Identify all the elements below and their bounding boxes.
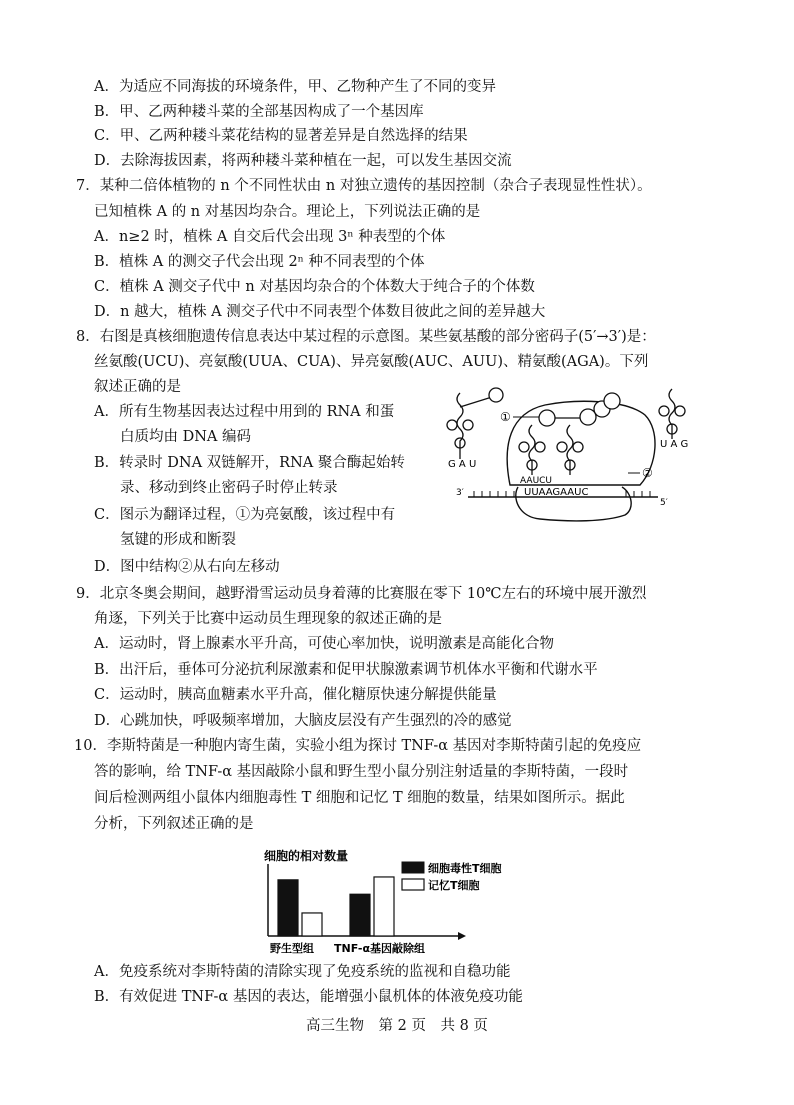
q8-option-a-line1: A．所有生物基因表达过程中用到的 RNA 和蛋 <box>94 404 395 420</box>
q7-option-b: B．植株 A 的测交子代会出现 2ⁿ 种不同表型的个体 <box>94 254 425 270</box>
amino-acid-circle <box>580 409 596 425</box>
label-1: ① <box>500 410 511 424</box>
q9-stem-line1: 9．北京冬奥会期间，越野滑雪运动员身着薄的比赛服在零下 10℃左右的环境中展开激烈 <box>76 586 647 602</box>
q10-stem-line1: 10．李斯特菌是一种胞内寄生菌，实验小组为探讨 TNF-α 基因对李斯特菌引起的免疫应 <box>74 738 642 754</box>
left-anticodon: G A U <box>448 459 477 470</box>
q8-option-c-line2: 氢键的形成和断裂 <box>120 532 236 548</box>
q8-option-b-line2: 录、移动到终止密码子时停止转录 <box>120 480 338 496</box>
q8-stem-line2: 丝氨酸(UCU)、亮氨酸(UUA、CUA)、异亮氨酸(AUC、AUU)、精氨酸(AGA)。下列 <box>94 354 649 370</box>
q10-option-b: B．有效促进 TNF-α 基因的表达，能增强小鼠机体的体液免疫功能 <box>94 989 523 1005</box>
bar-cytotoxic-1 <box>350 894 370 936</box>
q10-stem-line4: 分析，下列叙述正确的是 <box>94 816 254 832</box>
q7-option-c: C．植株 A 测交子代中 n 对基因均杂合的个体数大于纯合子的个体数 <box>94 279 535 295</box>
q9-option-c: C．运动时，胰高血糖素水平升高，催化糖原快速分解提供能量 <box>94 687 497 703</box>
mrna-3-end: 3′ <box>456 488 464 498</box>
q7-stem-line1: 7．某种二倍体植物的 n 个不同性状由 n 对独立遗传的基因控制（杂合子表现显性性状）。 <box>76 178 652 194</box>
q8-option-a-line2: 白质均由 DNA 编码 <box>120 429 252 445</box>
q8-option-c-line1: C．图示为翻译过程，①为亮氨酸，该过程中有 <box>94 507 396 523</box>
chart-ylabel: 细胞的相对数量 <box>264 849 349 863</box>
q10-option-a: A．免疫系统对李斯特菌的清除实现了免疫系统的监视和自稳功能 <box>94 964 511 980</box>
bar-cytotoxic-0 <box>278 880 298 936</box>
tcell-bar-chart <box>262 842 532 957</box>
legend-swatch-cytotoxic <box>402 862 424 873</box>
q9-option-a: A．运动时，肾上腺素水平升高，可使心率加快，说明激素是高能化合物 <box>94 636 554 652</box>
x-category-label: 野生型组 <box>270 942 314 955</box>
q8-option-d: D．图中结构②从右向左移动 <box>94 559 280 575</box>
trna-middle-2 <box>557 425 583 475</box>
q10-stem-line3: 间后检测两组小鼠体内细胞毒性 T 细胞和记忆 T 细胞的数量，结果如图所示。据此 <box>94 790 625 806</box>
page-footer: 高三生物 第 2 页 共 8 页 <box>306 1018 488 1034</box>
mrna-codons: UUAAGAAUC <box>524 487 589 498</box>
q9-option-b: B．出汗后，垂体可分泌抗利尿激素和促甲状腺激素调节机体水平衡和代谢水平 <box>94 662 598 678</box>
q6-option-c: C．甲、乙两种耧斗菜花结构的显著差异是自然选择的结果 <box>94 128 468 144</box>
label-2: ② <box>642 466 653 480</box>
legend-label-memory: 记忆T细胞 <box>428 879 480 892</box>
legend-swatch-memory <box>402 879 424 890</box>
q10-stem-line2: 答的影响，给 TNF-α 基因敲除小鼠和野生型小鼠分别注射适量的李斯特菌，一段时 <box>94 764 629 780</box>
q6-option-a: A．为适应不同海拔的环境条件，甲、乙物种产生了不同的变异 <box>94 79 496 95</box>
bar-memory-1 <box>374 877 394 936</box>
mrna-5-end: 5′ <box>660 498 668 508</box>
legend-label-cytotoxic: 细胞毒性T细胞 <box>428 862 502 875</box>
q7-stem-line2: 已知植株 A 的 n 对基因均杂合。理论上，下列说法正确的是 <box>94 204 481 220</box>
middle-anticodons: AAUCU <box>520 476 553 486</box>
amino-acid-circle <box>604 393 620 409</box>
q8-option-b-line1: B．转录时 DNA 双链解开，RNA 聚合酶起始转 <box>94 455 405 471</box>
x-category-label: TNF-α基因敲除组 <box>334 942 426 955</box>
trna-left <box>447 388 503 459</box>
amino-acid-circle <box>539 410 555 426</box>
q7-option-d: D．n 越大，植株 A 测交子代中不同表型个体数目彼此之间的差异越大 <box>94 304 546 320</box>
q9-option-d: D．心跳加快，呼吸频率增加，大脑皮层没有产生强烈的冷的感觉 <box>94 713 512 729</box>
q6-option-b: B．甲、乙两种耧斗菜的全部基因构成了一个基因库 <box>94 104 424 120</box>
trna-middle-1 <box>519 425 545 475</box>
q6-option-d: D．去除海拔因素，将两种耧斗菜种植在一起，可以发生基因交流 <box>94 153 512 169</box>
q8-stem-line3: 叙述正确的是 <box>94 379 181 395</box>
bar-memory-0 <box>302 913 322 936</box>
q9-stem-line2: 角逐，下列关于比赛中运动员生理现象的叙述正确的是 <box>94 611 442 627</box>
trna-right <box>659 389 685 439</box>
q8-stem-line1: 8．右图是真核细胞遗传信息表达中某过程的示意图。某些氨基酸的部分密码子(5′→3′)是： <box>76 329 656 345</box>
q7-option-a: A．n≥2 时，植株 A 自交后代会出现 3ⁿ 种表型的个体 <box>94 229 446 245</box>
right-anticodon: U A G <box>660 439 689 450</box>
translation-diagram <box>440 385 690 525</box>
